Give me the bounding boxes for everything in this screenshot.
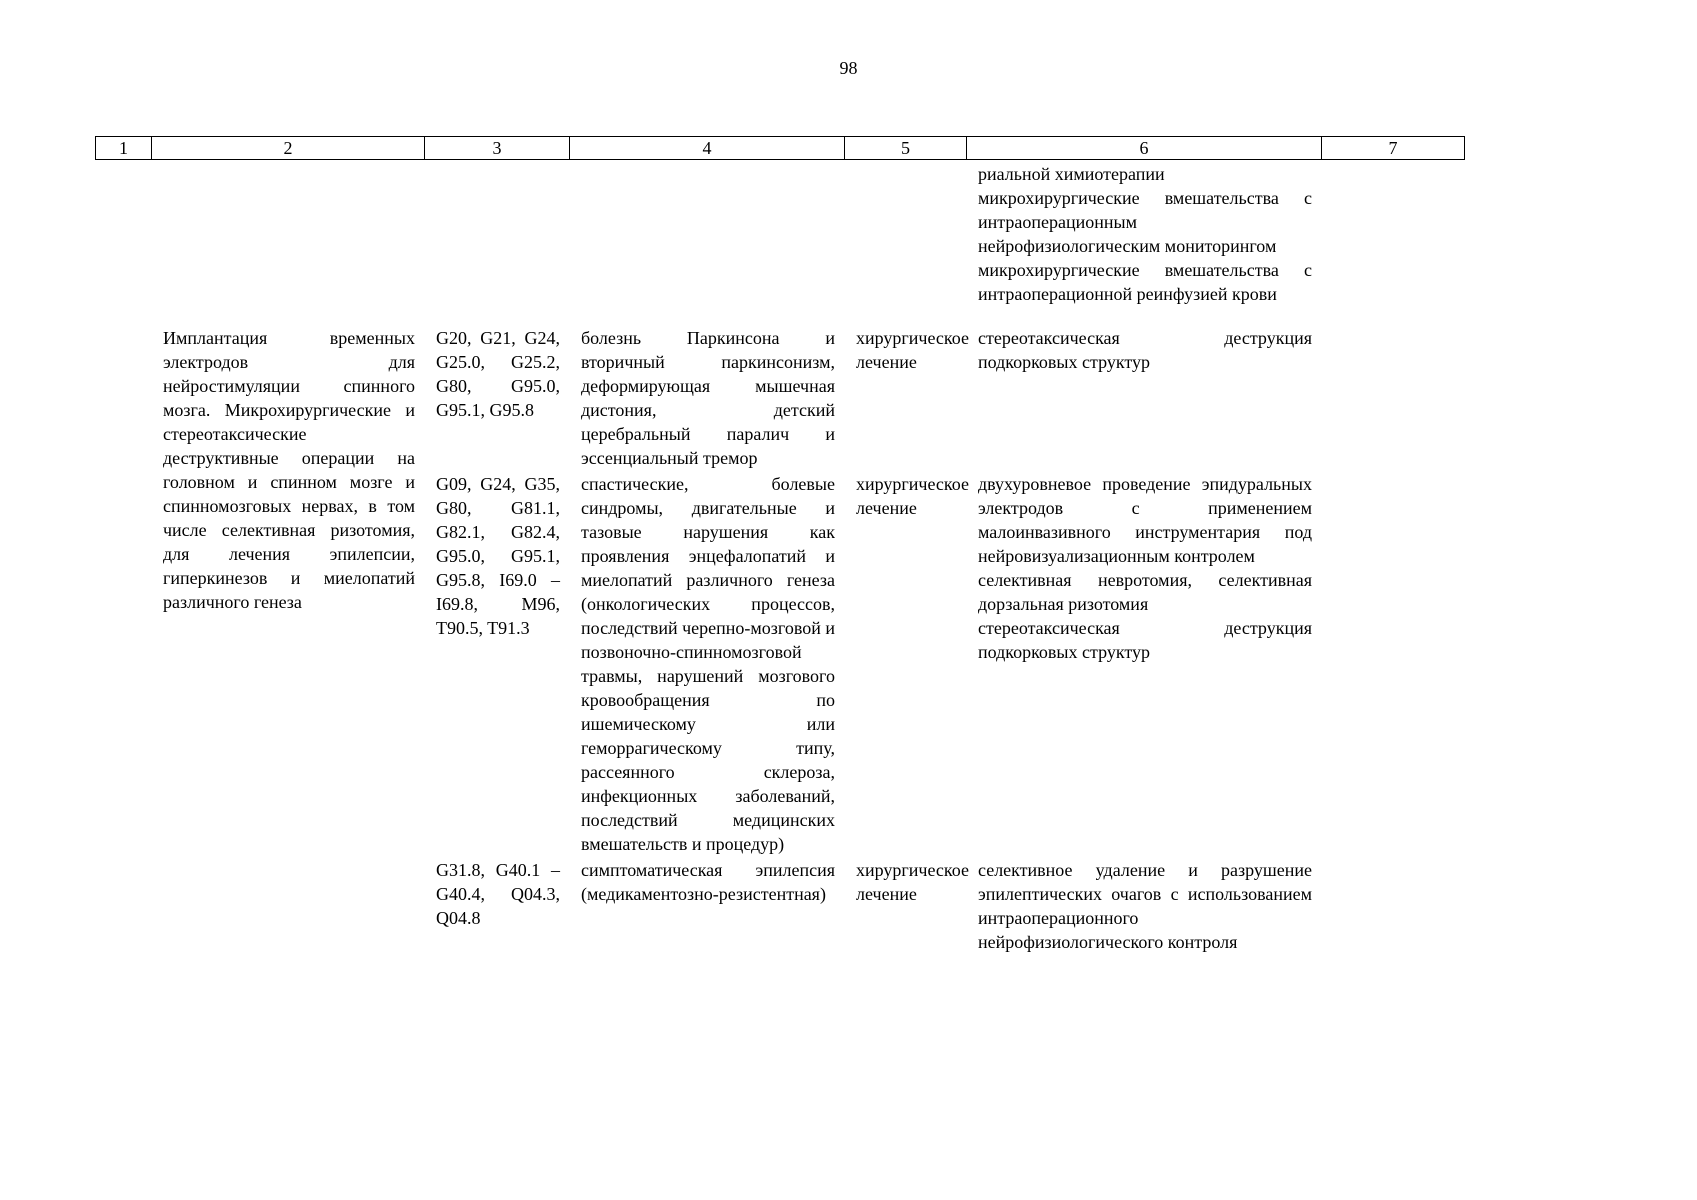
- treatment-type-text: хирургическое лечение: [856, 328, 969, 372]
- cell-methods: [967, 470, 1322, 856]
- method-paragraph: селективная невротомия, селективная дорзальная ризотомия: [978, 570, 1312, 614]
- cell-methods: [967, 324, 1322, 470]
- column-header-3: 3: [425, 137, 570, 159]
- diagnosis-text: симптоматическая эпилепсия (медикаментозно-резистентная): [581, 860, 835, 904]
- method-paragraph: стереотаксическая деструкция подкорковых структур: [978, 618, 1312, 662]
- subrows-container: [425, 324, 1465, 954]
- cell-row-index-empty: [95, 324, 152, 954]
- icd-codes-text: G20, G21, G24, G25.0, G25.2, G80, G95.0, G95.1, G95.8: [436, 328, 560, 420]
- cell-diagnosis: [570, 470, 845, 856]
- cell-diagnosis: [570, 856, 845, 954]
- method-paragraph: стереотаксическая деструкция подкорковых структур: [978, 328, 1312, 372]
- method-paragraph: селективное удаление и разрушение эпилептических очагов с использованием интраоперационного нейрофизиологического контроля: [978, 860, 1312, 952]
- table-subrow-1: [425, 324, 1465, 470]
- column-header-7: 7: [1322, 137, 1465, 159]
- cell-service-name: [152, 324, 425, 954]
- treatment-type-text: хирургическое лечение: [856, 860, 969, 904]
- cell-col7-empty: [1322, 470, 1465, 856]
- service-name-text: Имплантация временных электродов для нейростимуляции спинного мозга. Микрохирургические и стереотаксические деструктивные операции на головном и спинном мозге и спинномозговых нервах, в том числе селективная ризотомия, для лечения эпилепсии, гиперкинезов и миелопатий различного генеза: [163, 328, 415, 612]
- method-paragraph: микрохирургические вмешательства с интраоперационной реинфузией крови: [978, 260, 1312, 304]
- method-paragraph: риальной химиотерапии: [978, 164, 1165, 184]
- cell-treatment-type: [845, 324, 967, 470]
- cell-treatment-type: [845, 856, 967, 954]
- cell-col7-empty: [1322, 856, 1465, 954]
- table-subrow-2: [425, 470, 1465, 856]
- cell-icd-codes: [425, 324, 570, 470]
- treatment-type-text: хирургическое лечение: [856, 474, 969, 518]
- cell-icd-codes: [425, 856, 570, 954]
- cell-diagnosis: [570, 324, 845, 470]
- table-row-continuation: [95, 160, 1465, 306]
- cell-methods-continuation: [967, 160, 1322, 306]
- table-header-row: [95, 136, 1465, 160]
- cell-icd-codes: [425, 470, 570, 856]
- cell-treatment-type: [845, 470, 967, 856]
- cell-col7-empty: [1322, 324, 1465, 470]
- table-subrow-3: [425, 856, 1465, 954]
- table-row-main: [95, 324, 1465, 954]
- diagnosis-text: спастические, болевые синдромы, двигательные и тазовые нарушения как проявления энцефалопатий и миелопатий различного генеза (онкологических процессов, последствий черепно-мозговой и позвоночно-спинномозговой травмы, нарушений мозгового кровообращения по ишемическому или геморрагическому типу, рассеянного склероза, инфекционных заболеваний, последствий медицинских вмешательств и процедур): [581, 474, 835, 854]
- medical-care-table: [95, 136, 1465, 954]
- diagnosis-text: болезнь Паркинсона и вторичный паркинсонизм, деформирующая мышечная дистония, детский церебральный паралич и эссенциальный тремор: [581, 328, 835, 468]
- cell-methods: [967, 856, 1322, 954]
- method-paragraph: двухуровневое проведение эпидуральных электродов с применением малоинвазивного инструментария под нейровизуализационным контролем: [978, 474, 1312, 566]
- column-header-2: 2: [152, 137, 425, 159]
- column-header-4: 4: [570, 137, 845, 159]
- icd-codes-text: G09, G24, G35, G80, G81.1, G82.1, G82.4, G95.0, G95.1, G95.8, I69.0 – I69.8, M96, T90.5, T91.3: [436, 474, 560, 638]
- icd-codes-text: G31.8, G40.1 – G40.4, Q04.3, Q04.8: [436, 860, 560, 928]
- column-header-5: 5: [845, 137, 967, 159]
- page-number: 98: [839, 58, 858, 78]
- method-paragraph: микрохирургические вмешательства с интраоперационным нейрофизиологическим мониторингом: [978, 188, 1312, 256]
- column-header-1: 1: [95, 137, 152, 159]
- column-header-6: 6: [967, 137, 1322, 159]
